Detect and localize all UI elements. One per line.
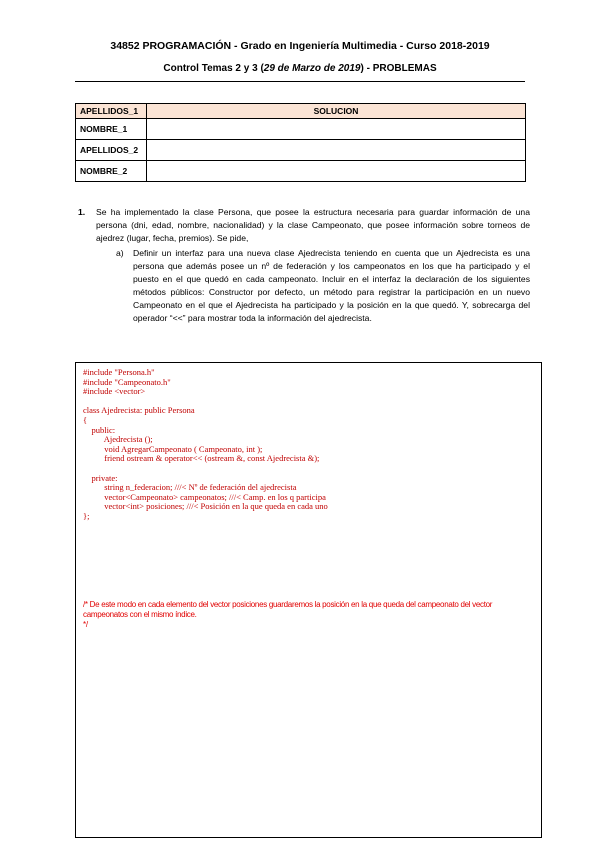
document-subtitle [0, 63, 600, 74]
code-line: void AgregarCampeonato ( Campeonato, int ); [83, 443, 263, 454]
subtitle-prefix: Control Temas 2 y 3 ( [163, 63, 264, 74]
answer-field[interactable] [147, 140, 526, 161]
row-label: NOMBRE_1 [76, 119, 147, 140]
table-row [76, 140, 526, 161]
row-label: NOMBRE_2 [76, 161, 147, 182]
code-line: vector<Campeonato> campeonatos; ///< Camp. en los q participa [83, 491, 326, 502]
code-line: public: [83, 424, 116, 435]
code-line: { [83, 414, 88, 425]
document-title: 34852 PROGRAMACIÓN - Grado en Ingeniería Multimedia - Curso 2018-2019 [110, 40, 490, 52]
answer-field[interactable] [147, 161, 526, 182]
subquestion-text: Definir un interfaz para una nueva clase Ajedrecista teniendo en cuenta que un Ajedrecista es una persona que además posee un nº de federación y los campeonatos en los que ha participado y el puesto en el que quedó en cada campeonato. Incluir en el interfaz la declaración de los siguientes métodos públicos: Constructor por defecto, un método para registrar la participación en un nuevo Campeonato en el que el Ajedrecista ha participado y la posición en la que quedó. Y, sobrecarga del operador “<<” para mostrar toda la información del ajedrecista. [133, 248, 530, 323]
row-label: APELLIDOS_2 [76, 140, 147, 161]
question-text: Se ha implementado la clase Persona, que posee la estructura necesaria para guardar información de una persona (dni, edad, nombre, nacionalidad) y la clase Campeonato, que posee información sobre torneos de ajedrez (lugar, fecha, premios). Se pide, [96, 207, 530, 243]
header-rule [75, 81, 525, 82]
code-line: #include <vector> [83, 386, 146, 397]
code-line: #include "Campeonato.h" [83, 376, 171, 387]
code-line: private: [83, 472, 118, 483]
answer-field[interactable]: SOLUCION [147, 104, 526, 119]
row-label: APELLIDOS_1 [76, 104, 147, 119]
table-row [76, 119, 526, 140]
table-row [76, 161, 526, 182]
code-line: }; [83, 510, 90, 521]
subtitle-suffix: ) - PROBLEMAS [360, 63, 437, 74]
table-row [76, 104, 526, 119]
student-id-table [75, 103, 526, 182]
code-listing [83, 368, 328, 522]
code-line: class Ajedrecista: public Persona [83, 405, 195, 416]
code-line: friend ostream & operator<< (ostream &, const Ajedrecista &); [83, 453, 320, 464]
question-number: 1. [78, 207, 86, 217]
subtitle-date: 29 de Marzo de 2019 [263, 63, 361, 74]
code-comment: /* De este modo en cada elemento del vector posiciones guardaremos la posición en la que queda del campeonato del vector campeonatos con el mismo índice. */ [83, 600, 493, 629]
code-line: #include "Persona.h" [83, 367, 155, 377]
question-1 [78, 206, 530, 245]
answer-box [75, 362, 542, 838]
subquestion-letter: a) [116, 248, 124, 258]
question-1a [116, 247, 530, 325]
code-line: string n_federacion; ///< Nº de federación del ajedrecista [83, 482, 297, 493]
code-line: Ajedrecista (); [83, 434, 153, 445]
answer-field[interactable] [147, 119, 526, 140]
code-line: vector<int> posiciones; ///< Posición en la que queda en cada uno [83, 501, 328, 512]
